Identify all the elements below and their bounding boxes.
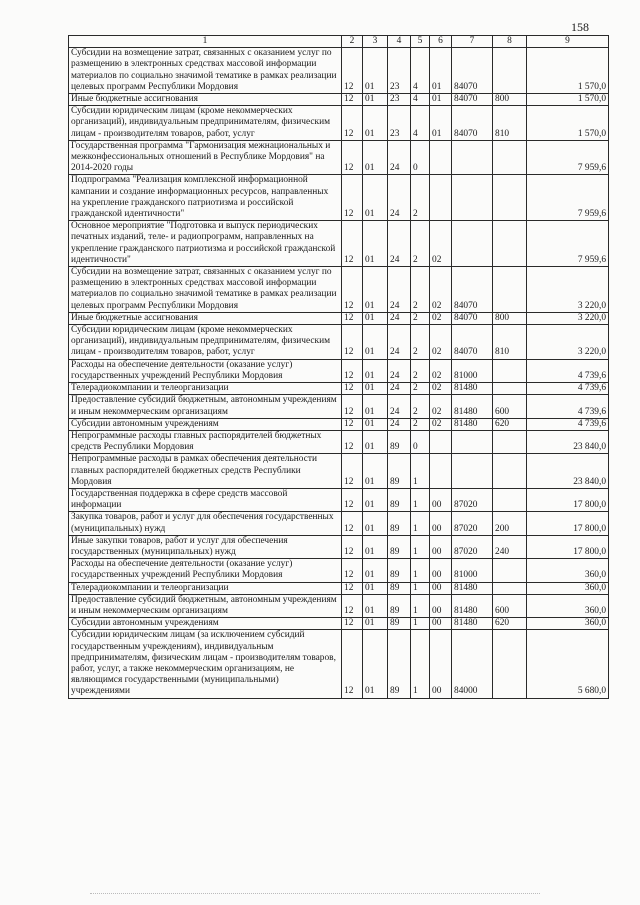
row-code-8: [493, 454, 527, 489]
table-row: [69, 312, 609, 324]
row-code-8: 600: [493, 594, 527, 617]
row-code-8: [493, 630, 527, 698]
row-code-5: 2: [411, 312, 430, 324]
row-code-2: 12: [342, 383, 363, 395]
row-code-3: 01: [363, 325, 388, 360]
row-code-5: 1: [411, 488, 430, 511]
table-row: [69, 175, 609, 221]
row-code-4: 89: [388, 582, 411, 594]
row-code-2: 12: [342, 94, 363, 106]
row-code-2: 12: [342, 418, 363, 430]
row-code-4: 24: [388, 221, 411, 267]
row-code-5: 2: [411, 418, 430, 430]
row-description: Субсидии юридическим лицам (кроме некоммерческих организаций), индивидуальным предпринимателям, физическим лицам - производителям товаров, работ, услуг: [69, 106, 342, 141]
row-code-8: 620: [493, 618, 527, 630]
row-code-7: 81480: [452, 383, 493, 395]
row-code-3: 01: [363, 512, 388, 535]
row-code-8: [493, 488, 527, 511]
row-code-2: 12: [342, 48, 363, 94]
row-code-6: [430, 140, 452, 175]
row-code-4: 24: [388, 383, 411, 395]
row-code-2: 12: [342, 618, 363, 630]
row-amount: 4 739,6: [527, 383, 609, 395]
row-code-5: 1: [411, 559, 430, 582]
row-code-5: 4: [411, 106, 430, 141]
row-description: Непрограммные расходы главных распорядителей бюджетных средств Республики Мордовия: [69, 430, 342, 453]
row-code-4: 89: [388, 512, 411, 535]
row-code-4: 89: [388, 535, 411, 558]
page-number: 158: [571, 20, 589, 34]
row-code-3: 01: [363, 418, 388, 430]
row-code-4: 89: [388, 618, 411, 630]
row-code-7: 81480: [452, 582, 493, 594]
row-description: Телерадиокомпании и телеорганизации: [69, 582, 342, 594]
row-code-8: 240: [493, 535, 527, 558]
row-code-6: 00: [430, 512, 452, 535]
table-row: [69, 325, 609, 360]
table-row: [69, 535, 609, 558]
row-code-7: 84070: [452, 106, 493, 141]
row-amount: 5 680,0: [527, 630, 609, 698]
scan-artifact-line: [90, 893, 540, 895]
table-row: [69, 430, 609, 453]
row-code-6: 00: [430, 559, 452, 582]
table-row: [69, 512, 609, 535]
row-code-4: 89: [388, 488, 411, 511]
row-description: Предоставление субсидий бюджетным, автономным учреждениям и иным некоммерческим организациям: [69, 395, 342, 418]
row-code-3: 01: [363, 383, 388, 395]
table-row: [69, 94, 609, 106]
row-amount: 1 570,0: [527, 94, 609, 106]
row-amount: 360,0: [527, 594, 609, 617]
table-row: [69, 395, 609, 418]
row-code-7: 84000: [452, 630, 493, 698]
table-row: [69, 48, 609, 94]
row-code-6: [430, 454, 452, 489]
table-row: [69, 383, 609, 395]
row-code-2: 12: [342, 359, 363, 382]
row-code-3: 01: [363, 618, 388, 630]
row-code-8: [493, 559, 527, 582]
row-code-3: 01: [363, 221, 388, 267]
row-description: Субсидии юридическим лицам (кроме некоммерческих организаций), индивидуальным предпринимателям, физическим лицам - производителям товаров, работ, услуг: [69, 325, 342, 360]
row-code-2: 12: [342, 430, 363, 453]
row-code-8: [493, 48, 527, 94]
row-code-5: 1: [411, 535, 430, 558]
row-code-4: 89: [388, 630, 411, 698]
row-amount: 3 220,0: [527, 267, 609, 313]
row-code-2: 12: [342, 325, 363, 360]
row-code-6: [430, 430, 452, 453]
row-code-4: 24: [388, 140, 411, 175]
row-code-2: 12: [342, 535, 363, 558]
table-row: [69, 267, 609, 313]
row-code-6: 00: [430, 618, 452, 630]
row-code-8: 800: [493, 94, 527, 106]
row-code-2: 12: [342, 512, 363, 535]
row-amount: 4 739,6: [527, 359, 609, 382]
table-row: [69, 106, 609, 141]
row-amount: 17 800,0: [527, 488, 609, 511]
row-code-6: 02: [430, 359, 452, 382]
row-code-2: 12: [342, 630, 363, 698]
row-code-2: 12: [342, 395, 363, 418]
row-code-8: 810: [493, 325, 527, 360]
row-code-8: [493, 221, 527, 267]
row-amount: 3 220,0: [527, 325, 609, 360]
row-code-3: 01: [363, 535, 388, 558]
row-code-6: 02: [430, 395, 452, 418]
row-code-2: 12: [342, 488, 363, 511]
row-code-6: 00: [430, 582, 452, 594]
row-code-7: 84070: [452, 325, 493, 360]
table-row: [69, 594, 609, 617]
row-amount: 360,0: [527, 582, 609, 594]
row-description: Субсидии на возмещение затрат, связанных с оказанием услуг по размещению в электронных средствах массовой информации материалов по социально значимой тематике в рамках реализации целевых программ Республики Мордовия: [69, 48, 342, 94]
row-code-4: 23: [388, 94, 411, 106]
row-code-6: 02: [430, 312, 452, 324]
column-header: 8: [493, 36, 527, 48]
row-code-2: 12: [342, 106, 363, 141]
row-code-6: 01: [430, 106, 452, 141]
row-code-4: 89: [388, 559, 411, 582]
row-code-4: 24: [388, 395, 411, 418]
row-code-6: 00: [430, 594, 452, 617]
row-code-6: 00: [430, 630, 452, 698]
row-description: Субсидии автономным учреждениям: [69, 418, 342, 430]
row-code-3: 01: [363, 140, 388, 175]
header-row: [69, 36, 609, 48]
row-description: Основное мероприятие "Подготовка и выпуск периодических печатных изданий, теле- и радиопрограмм, направленных на укрепление гражданского патриотизма и российской гражданской идентичности": [69, 221, 342, 267]
row-code-3: 01: [363, 395, 388, 418]
row-amount: 7 959,6: [527, 140, 609, 175]
row-code-4: 24: [388, 325, 411, 360]
row-code-8: [493, 430, 527, 453]
row-code-5: 1: [411, 454, 430, 489]
row-amount: 23 840,0: [527, 430, 609, 453]
row-amount: 360,0: [527, 559, 609, 582]
row-description: Иные закупки товаров, работ и услуг для обеспечения государственных (муниципальных) нужд: [69, 535, 342, 558]
row-code-8: [493, 359, 527, 382]
row-code-4: 89: [388, 430, 411, 453]
row-code-2: 12: [342, 559, 363, 582]
column-header: 4: [388, 36, 411, 48]
row-code-4: 24: [388, 359, 411, 382]
row-code-3: 01: [363, 312, 388, 324]
row-code-3: 01: [363, 94, 388, 106]
row-description: Закупка товаров, работ и услуг для обеспечения государственных (муниципальных) нужд: [69, 512, 342, 535]
row-description: Субсидии юридическим лицам (за исключением субсидий государственным учреждениям), индивидуальным предпринимателям, физическим лицам - производителям товаров, работ, услуг, а также некоммерческим организациям, не являющимся государственными (муниципальными) учреждениями: [69, 630, 342, 698]
row-code-3: 01: [363, 175, 388, 221]
row-code-4: 24: [388, 175, 411, 221]
row-amount: 17 800,0: [527, 535, 609, 558]
column-header: 6: [430, 36, 452, 48]
row-amount: 4 739,6: [527, 395, 609, 418]
row-code-3: 01: [363, 430, 388, 453]
row-code-6: 00: [430, 488, 452, 511]
table-row: [69, 454, 609, 489]
row-description: Расходы на обеспечение деятельности (оказание услуг) государственных учреждений Республики Мордовия: [69, 359, 342, 382]
table-row: [69, 618, 609, 630]
row-code-5: 4: [411, 94, 430, 106]
row-code-3: 01: [363, 359, 388, 382]
row-code-6: 02: [430, 383, 452, 395]
row-code-5: 2: [411, 325, 430, 360]
row-code-4: 23: [388, 106, 411, 141]
row-code-6: 01: [430, 94, 452, 106]
row-code-4: 24: [388, 312, 411, 324]
row-description: Непрограммные расходы в рамках обеспечения деятельности главных распорядителей бюджетных средств Республики Мордовия: [69, 454, 342, 489]
row-description: Субсидии на возмещение затрат, связанных с оказанием услуг по размещению в электронных средствах массовой информации материалов по социально значимой тематике в рамках реализации целевых программ Республики Мордовия: [69, 267, 342, 313]
row-code-6: 02: [430, 267, 452, 313]
row-code-4: 23: [388, 48, 411, 94]
row-code-7: 81000: [452, 559, 493, 582]
row-amount: 4 739,6: [527, 418, 609, 430]
row-code-8: [493, 175, 527, 221]
row-code-3: 01: [363, 559, 388, 582]
row-amount: 3 220,0: [527, 312, 609, 324]
table-row: [69, 418, 609, 430]
row-code-5: 4: [411, 48, 430, 94]
row-code-7: 87020: [452, 535, 493, 558]
row-code-7: 87020: [452, 488, 493, 511]
row-amount: 1 570,0: [527, 106, 609, 141]
row-code-5: 2: [411, 175, 430, 221]
row-code-7: [452, 140, 493, 175]
row-code-8: 620: [493, 418, 527, 430]
row-code-8: 800: [493, 312, 527, 324]
budget-table: [68, 35, 609, 699]
row-code-5: 1: [411, 630, 430, 698]
row-code-5: 0: [411, 430, 430, 453]
row-code-3: 01: [363, 106, 388, 141]
row-code-2: 12: [342, 312, 363, 324]
row-description: Государственная программа "Гармонизация межнациональных и межконфессиональных отношений в Республике Мордовия" на 2014-2020 годы: [69, 140, 342, 175]
table-row: [69, 582, 609, 594]
row-description: Расходы на обеспечение деятельности (оказание услуг) государственных учреждений Республики Мордовия: [69, 559, 342, 582]
row-amount: 23 840,0: [527, 454, 609, 489]
row-code-7: 84070: [452, 94, 493, 106]
row-code-5: 0: [411, 140, 430, 175]
row-code-3: 01: [363, 488, 388, 511]
row-code-6: 02: [430, 221, 452, 267]
row-code-8: [493, 267, 527, 313]
row-description: Подпрограмма "Реализация комплексной информационной кампании и создание информационных ресурсов, направленных на укрепление гражданского патриотизма и российской гражданской идентичности": [69, 175, 342, 221]
table-row: [69, 359, 609, 382]
row-code-5: 1: [411, 618, 430, 630]
row-code-8: 200: [493, 512, 527, 535]
row-code-2: 12: [342, 267, 363, 313]
row-code-7: 84070: [452, 312, 493, 324]
row-code-2: 12: [342, 582, 363, 594]
row-code-5: 2: [411, 221, 430, 267]
row-code-4: 24: [388, 267, 411, 313]
row-description: Субсидии автономным учреждениям: [69, 618, 342, 630]
row-code-6: 02: [430, 325, 452, 360]
row-code-8: [493, 140, 527, 175]
row-code-7: 81480: [452, 594, 493, 617]
row-amount: 1 570,0: [527, 48, 609, 94]
row-code-6: [430, 175, 452, 221]
row-code-6: 01: [430, 48, 452, 94]
row-code-7: 87020: [452, 512, 493, 535]
row-code-2: 12: [342, 594, 363, 617]
row-code-7: 81480: [452, 395, 493, 418]
row-code-2: 12: [342, 140, 363, 175]
row-code-7: 84070: [452, 48, 493, 94]
row-code-4: 24: [388, 418, 411, 430]
column-header: 2: [342, 36, 363, 48]
row-code-3: 01: [363, 267, 388, 313]
row-amount: 7 959,6: [527, 221, 609, 267]
row-code-2: 12: [342, 175, 363, 221]
row-amount: 7 959,6: [527, 175, 609, 221]
row-code-3: 01: [363, 454, 388, 489]
row-code-8: 810: [493, 106, 527, 141]
row-code-7: [452, 454, 493, 489]
row-code-5: 1: [411, 512, 430, 535]
row-description: Государственная поддержка в сфере средств массовой информации: [69, 488, 342, 511]
row-description: Иные бюджетные ассигнования: [69, 94, 342, 106]
row-code-4: 89: [388, 454, 411, 489]
table-row: [69, 559, 609, 582]
row-code-7: [452, 430, 493, 453]
row-code-3: 01: [363, 48, 388, 94]
table-row: [69, 630, 609, 698]
row-code-7: [452, 221, 493, 267]
column-header: 7: [452, 36, 493, 48]
row-amount: 17 800,0: [527, 512, 609, 535]
row-code-5: 2: [411, 359, 430, 382]
row-code-8: 600: [493, 395, 527, 418]
column-header: 1: [69, 36, 342, 48]
row-code-5: 2: [411, 267, 430, 313]
row-code-3: 01: [363, 630, 388, 698]
row-code-2: 12: [342, 221, 363, 267]
row-code-7: 81480: [452, 418, 493, 430]
column-header: 9: [527, 36, 609, 48]
row-code-4: 89: [388, 594, 411, 617]
row-code-5: 1: [411, 582, 430, 594]
table-body: [69, 48, 609, 698]
table-row: [69, 488, 609, 511]
row-code-5: 2: [411, 395, 430, 418]
column-header: 5: [411, 36, 430, 48]
row-code-7: 81000: [452, 359, 493, 382]
row-code-3: 01: [363, 582, 388, 594]
row-description: Телерадиокомпании и телеорганизации: [69, 383, 342, 395]
row-amount: 360,0: [527, 618, 609, 630]
row-description: Предоставление субсидий бюджетным, автономным учреждениям и иным некоммерческим организациям: [69, 594, 342, 617]
row-code-6: 00: [430, 535, 452, 558]
row-code-8: [493, 383, 527, 395]
table-row: [69, 140, 609, 175]
row-code-7: 81480: [452, 618, 493, 630]
column-header: 3: [363, 36, 388, 48]
row-code-7: 84070: [452, 267, 493, 313]
table-row: [69, 221, 609, 267]
row-code-7: [452, 175, 493, 221]
row-code-5: 2: [411, 383, 430, 395]
row-code-6: 02: [430, 418, 452, 430]
row-code-5: 1: [411, 594, 430, 617]
row-description: Иные бюджетные ассигнования: [69, 312, 342, 324]
row-code-2: 12: [342, 454, 363, 489]
row-code-8: [493, 582, 527, 594]
row-code-3: 01: [363, 594, 388, 617]
